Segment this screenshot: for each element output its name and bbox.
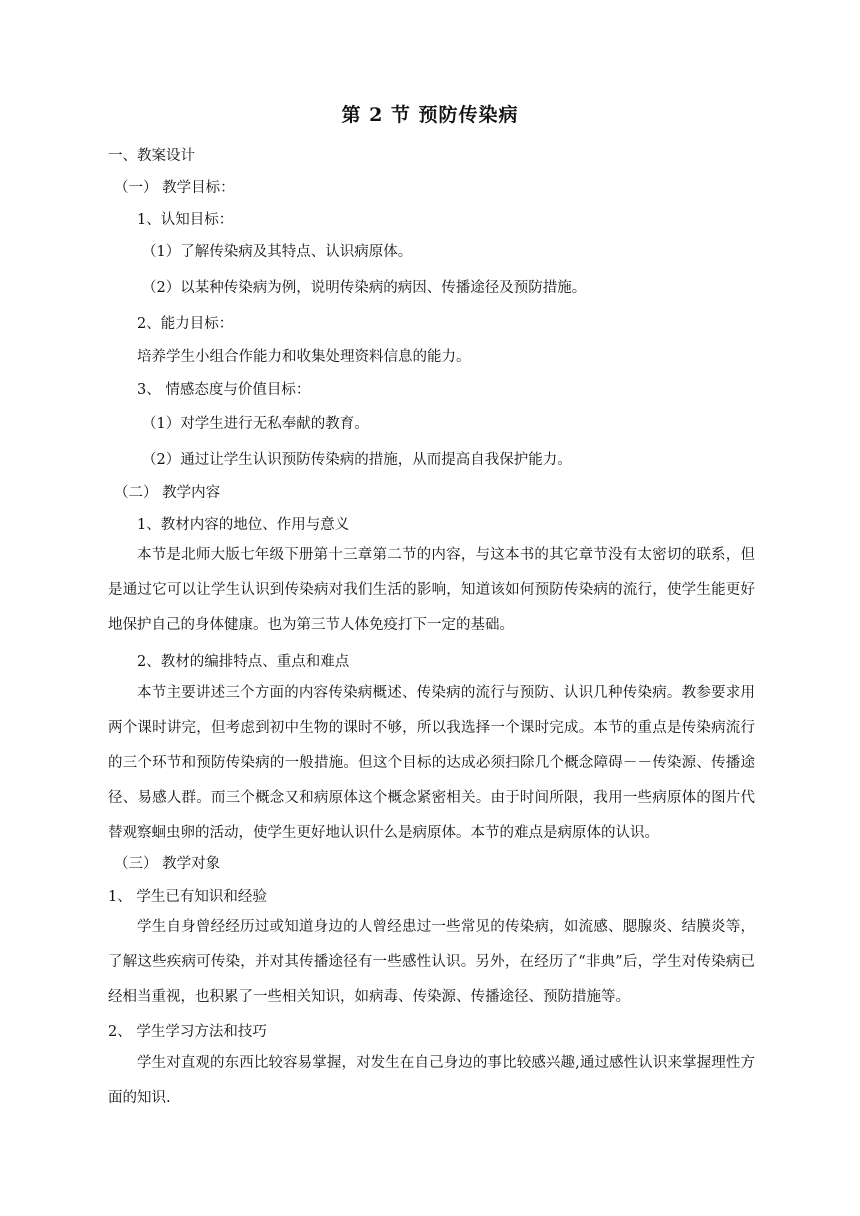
list-item: （1）对学生进行无私奉献的教育。	[142, 416, 369, 432]
list-item: （1）了解传染病及其特点、认识病原体。	[142, 244, 413, 260]
item-heading: 1、 学生已有知识和经验	[108, 889, 267, 905]
document-title: 第 2 节 预防传染病	[341, 104, 519, 126]
item-heading: 2、教材的编排特点、重点和难点	[137, 654, 350, 670]
paragraph: 本节是北师大版七年级下册第十三章第二节的内容，与这本书的其它章节没有太密切的联系，但是通过它可以让学生认识到传染病对我们生活的影响，知道该如何预防传染病的流行，使学生能更好地保护自己的身体健康。也为第三节人体免疫打下一定的基础。	[108, 547, 755, 633]
list-item: （2）以某种传染病为例，说明传染病的病因、传播途径及预防措施。	[142, 280, 587, 296]
paragraph-line: 培养学生小组合作能力和收集处理资料信息的能力。	[137, 349, 471, 365]
item-heading: 2、能力目标：	[137, 316, 234, 332]
paragraph: 学生对直观的东西比较容易掌握，对发生在自己身边的事比较感兴趣,通过感性认识来掌握理性方面的知识.	[108, 1055, 755, 1106]
paragraph: 本节主要讲述三个方面的内容传染病概述、传染病的流行与预防、认识几种传染病。教参要求用两个课时讲完，但考虑到初中生物的课时不够，所以我选择一个课时完成。本节的重点是传染病流行的三个环节和预防传染病的一般措施。但这个目标的达成必须扫除几个概念障碍－－传染源、传播途径、易感人群。而三个概念又和病原体这个概念紧密相关。由于时间所限，我用一些病原体的图片代替观察蛔虫卵的活动，使学生更好地认识什么是病原体。本节的难点是病原体的认识。	[108, 685, 755, 841]
item-heading: 3、 情感态度与价值目标：	[137, 382, 311, 398]
subsection-heading: （一） 教学目标：	[114, 180, 235, 196]
section-heading: 一、教案设计	[108, 148, 195, 164]
paragraph: 学生自身曾经经历过或知道身边的人曾经患过一些常见的传染病，如流感、腮腺炎、结膜炎等，了解这些疾病可传染，并对其传播途径有一些感性认识。另外，在经历了“非典”后，学生对传染病已经相当重视，也积累了一些相关知识，如病毒、传染源、传播途径、预防措施等。	[108, 919, 755, 1005]
subsection-heading: （二） 教学内容	[114, 485, 221, 501]
item-heading: 2、 学生学习方法和技巧	[108, 1024, 267, 1040]
item-heading: 1、教材内容的地位、作用与意义	[137, 517, 350, 533]
subsection-heading: （三） 教学对象	[114, 856, 221, 872]
item-heading: 1、认知目标：	[137, 212, 234, 228]
list-item: （2）通过让学生认识预防传染病的措施，从而提高自我保护能力。	[142, 452, 572, 468]
